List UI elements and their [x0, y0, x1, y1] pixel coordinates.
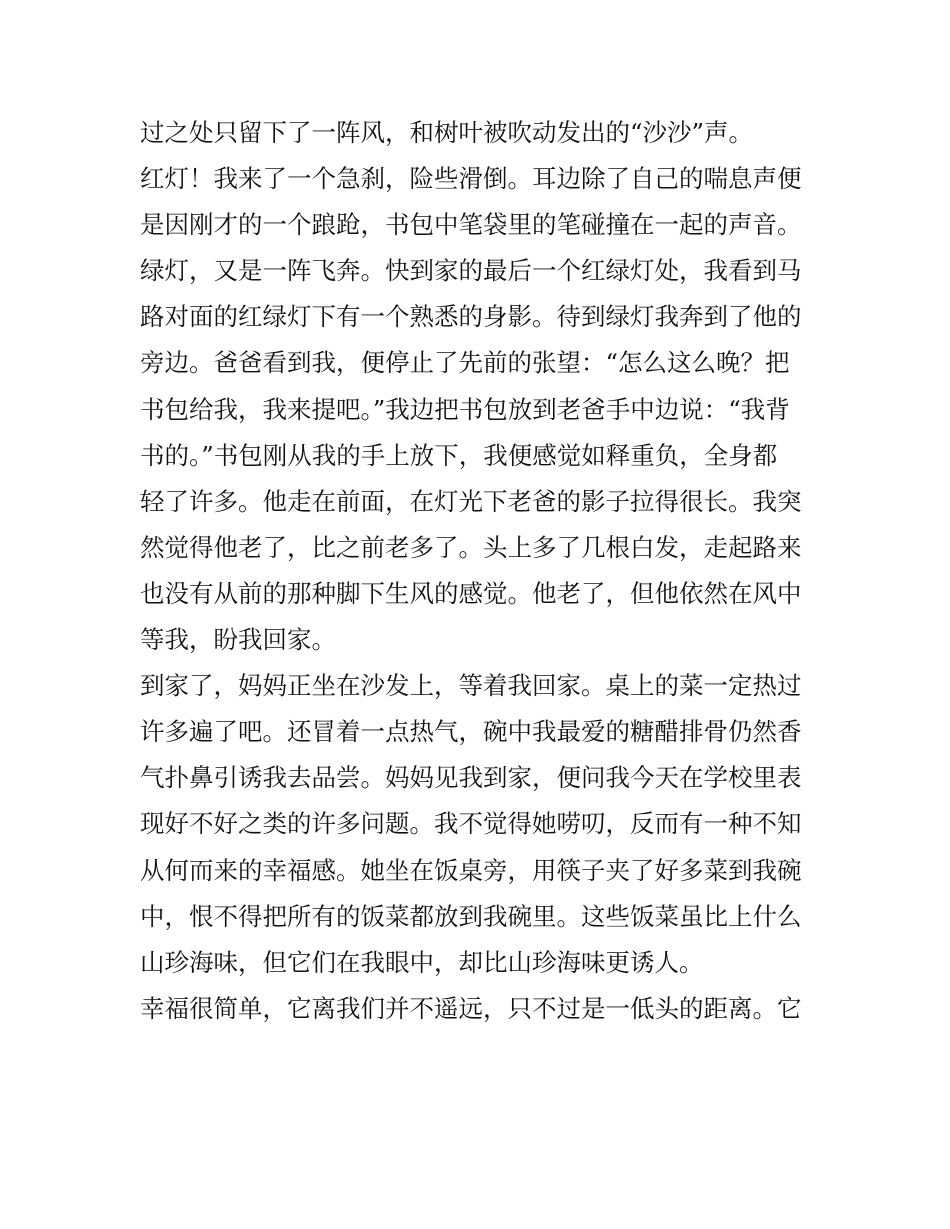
text-line: 旁边。爸爸看到我，便停止了先前的张望：“怎么这么晚？把 — [140, 348, 790, 378]
text-line: 红灯！我来了一个急刹，险些滑倒。耳边除了自己的喘息声便 — [140, 164, 802, 194]
text-line: 气扑鼻引诱我去品尝。妈妈见我到家，便问我今天在学校里表 — [140, 763, 802, 793]
text-line: 是因刚才的一个踉跄，书包中笔袋里的笔碰撞在一起的声音。 — [140, 210, 802, 240]
text-line: 书包给我，我来提吧。”我边把书包放到老爸手中边说：“我背 — [140, 394, 790, 424]
text-line: 绿灯，又是一阵飞奔。快到家的最后一个红绿灯处，我看到马 — [140, 256, 802, 286]
text-line: 许多遍了吧。还冒着一点热气，碗中我最爱的糖醋排骨仍然香 — [140, 717, 802, 747]
text-line: 然觉得他老了，比之前老多了。头上多了几根白发，走起路来 — [140, 532, 802, 562]
text-line: 从何而来的幸福感。她坐在饭桌旁，用筷子夹了好多菜到我碗 — [140, 855, 802, 885]
text-line: 到家了，妈妈正坐在沙发上，等着我回家。桌上的菜一定热过 — [140, 671, 802, 701]
text-line: 现好不好之类的许多问题。我不觉得她唠叨，反而有一种不知 — [140, 809, 802, 839]
text-line: 书的。”书包刚从我的手上放下，我便感觉如释重负，全身都 — [140, 440, 778, 470]
text-line: 等我，盼我回家。 — [140, 625, 336, 655]
text-line: 路对面的红绿灯下有一个熟悉的身影。待到绿灯我奔到了他的 — [140, 302, 802, 332]
text-line: 轻了许多。他走在前面，在灯光下老爸的影子拉得很长。我突 — [140, 486, 802, 516]
essay-body — [140, 110, 820, 1032]
text-line: 幸福很简单，它离我们并不遥远，只不过是一低头的距离。它 — [140, 993, 802, 1023]
text-line: 过之处只留下了一阵风，和树叶被吹动发出的“沙沙”声。 — [140, 118, 754, 147]
text-line: 山珍海味，但它们在我眼中，却比山珍海味更诱人。 — [140, 947, 704, 977]
text-line: 也没有从前的那种脚下生风的感觉。他老了，但他依然在风中 — [140, 578, 802, 608]
text-line: 中，恨不得把所有的饭菜都放到我碗里。这些饭菜虽比上什么 — [140, 901, 802, 931]
